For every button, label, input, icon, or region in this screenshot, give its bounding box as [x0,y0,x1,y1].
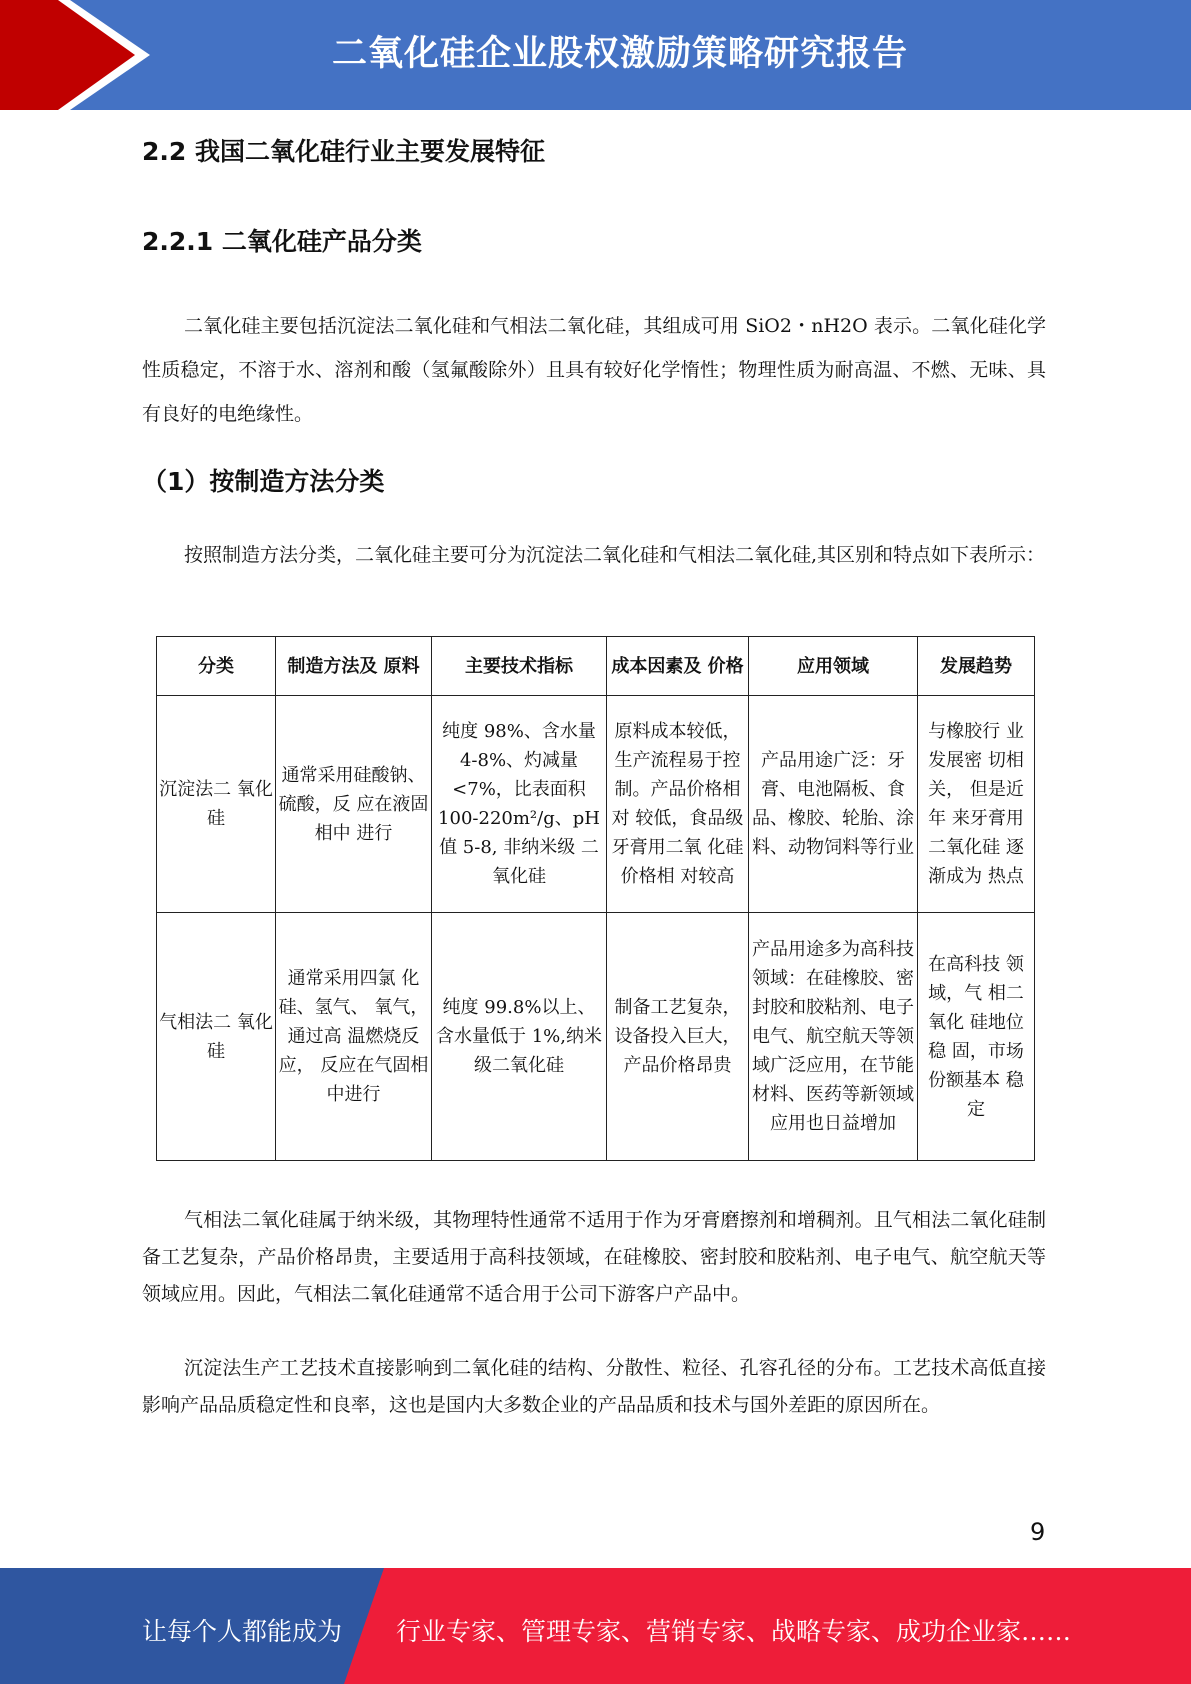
table-intro-paragraph: 按照制造方法分类，二氧化硅主要可分为沉淀法二氧化硅和气相法二氧化硅,其区别和特点如下表所示： [184,544,1046,566]
table-cell: 纯度 98%、含水量 4-8%、灼减量<7%，比表面积 100-220m²/g、pH 值 5-8, 非纳米级 二氧化硅 [432,696,607,913]
table-cell: 在高科技 领域，气 相二氧化 硅地位稳 固，市场份额基本 稳定 [918,913,1035,1161]
table-header-cell: 主要技术指标 [432,637,607,696]
subsection-heading: 2.2.1 二氧化硅产品分类 [142,227,422,256]
footer-slogan-left: 让每个人都能成为 [142,1617,343,1646]
page-footer [0,1568,1191,1684]
body-paragraph: 气相法二氧化硅属于纳米级，其物理特性通常不适用于作为牙膏磨擦剂和增稠剂。且气相法二氧化硅制备工艺复杂，产品价格昂贵，主要适用于高科技领域，在硅橡胶、密封胶和胶粘剂、电子电气、航空航天等领域应用。因此，气相法二氧化硅通常不适合用于公司下游客户产品中。 [142,1209,1046,1305]
table-cell: 沉淀法二 氧化硅 [157,696,276,913]
table-cell: 原料成本较低，生产流程易于控制。产品价格相对 较低，食品级牙膏用二氧 化硅价格相 对较高 [607,696,749,913]
table-row [157,913,1035,1161]
page-number: 9 [1030,1518,1046,1546]
footer-slogan-right: 行业专家、管理专家、营销专家、战略专家、成功企业家…… [396,1617,1072,1646]
table-header-cell: 应用领域 [749,637,918,696]
section-heading: 2.2 我国二氧化硅行业主要发展特征 [142,137,545,166]
table-header-cell: 制造方法及 原料 [276,637,432,696]
chevron-arrow-icon [0,0,160,110]
classification-table [156,636,1035,1161]
subsubsection-heading: （1）按制造方法分类 [142,467,385,496]
table-cell: 通常采用四氯 化硅、氢气、 氧气，通过高 温燃烧反应， 反应在气固相 中进行 [276,913,432,1161]
table-cell: 产品用途多为高科技领域：在硅橡胶、密封胶和胶粘剂、电子电气、航空航天等领域广泛应用，在节能材料、医药等新领域应用也日益增加 [749,913,918,1161]
table-cell: 产品用途广泛：牙膏、电池隔板、食品、橡胶、轮胎、涂料、动物饲料等行业 [749,696,918,913]
table-cell: 制备工艺复杂，设备投入巨大，产品价格昂贵 [607,913,749,1161]
intro-paragraph: 二氧化硅主要包括沉淀法二氧化硅和气相法二氧化硅，其组成可用 SiO2・nH2O 表示。二氧化硅化学性质稳定，不溶于水、溶剂和酸（氢氟酸除外）且具有较好化学惰性；物理性质为耐高温、不燃、无味、具有良好的电绝缘性。 [142,315,1046,425]
body-paragraph: 沉淀法生产工艺技术直接影响到二氧化硅的结构、分散性、粒径、孔容孔径的分布。工艺技术高低直接影响产品品质稳定性和良率，这也是国内大多数企业的产品品质和技术与国外差距的原因所在。 [142,1357,1046,1416]
table-header-cell: 发展趋势 [918,637,1035,696]
report-title: 二氧化硅企业股权激励策略研究报告 [331,34,908,74]
table-cell: 与橡胶行 业发展密 切相关， 但是近年 来牙膏用二氧化硅 逐渐成为 热点 [918,696,1035,913]
table-cell: 通常采用硅酸钠、硫酸，反 应在液固相中 进行 [276,696,432,913]
page-header [0,0,1191,110]
table-header-cell: 成本因素及 价格 [607,637,749,696]
table-header-cell: 分类 [157,637,276,696]
table-cell: 气相法二 氧化硅 [157,913,276,1161]
table-cell: 纯度 99.8%以上、含水量低于 1%,纳米级二氧化硅 [432,913,607,1161]
table-header-row [157,637,1035,696]
table-row [157,696,1035,913]
